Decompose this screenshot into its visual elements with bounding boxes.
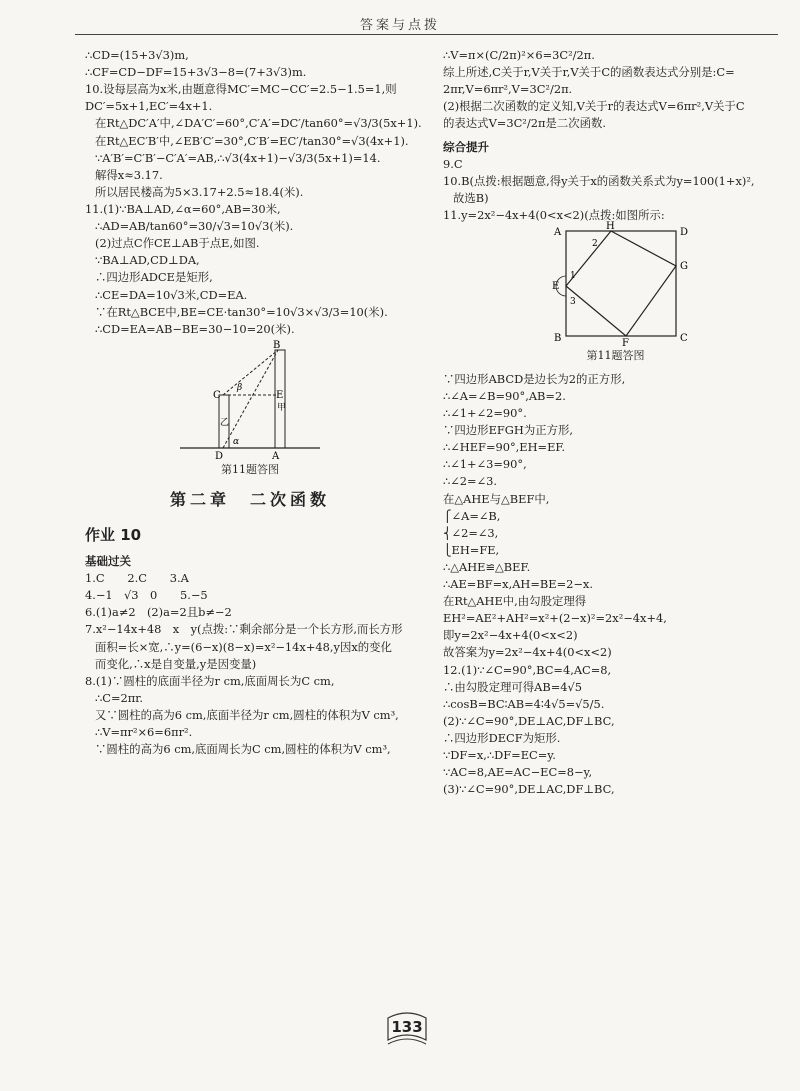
text-line: ∵在Rt△BCE中,BE=CE·tan30°=10√3×√3/3=10(米). — [95, 304, 388, 319]
label-A: A — [553, 227, 561, 239]
building-figure — [175, 340, 325, 460]
angle-3: 3 — [569, 297, 576, 308]
text-line: 故答案为y=2x²−4x+4(0<x<2) — [443, 645, 612, 660]
text-line: ∴∠A=∠B=90°,AB=2. — [443, 388, 566, 403]
angle-2: 2 — [591, 239, 598, 250]
text-line: ∴四边形ADCE是矩形, — [95, 270, 213, 285]
text-line: 10.B(点拨:根据题意,得y关于x的函数关系式为y=100(1+x)², — [443, 173, 755, 188]
text-line: 又∵圆柱的高为6 cm,底面半径为r cm,圆柱的体积为V cm³, — [95, 707, 399, 722]
text-line: 在Rt△AHE中,由勾股定理得 — [443, 594, 587, 609]
text-line: ∴V=πr²×6=6πr². — [95, 725, 193, 740]
text-line: ∴∠1+∠3=90°, — [443, 457, 527, 472]
text-line: 1.C 2.C 3.A — [85, 571, 189, 586]
text-line: 所以居民楼高为5×3.17+2.5≈18.4(米). — [95, 184, 304, 199]
label-E: E — [276, 389, 284, 401]
text-line: ∴∠2=∠3. — [443, 474, 497, 489]
text-line: (3)∵∠C=90°,DE⊥AC,DF⊥BC, — [443, 782, 615, 797]
text-line: ∴CF=CD−DF=15+3√3−8=(7+3√3)m. — [85, 65, 307, 80]
page-header: 答案与点拨 — [359, 18, 440, 33]
text-line: 在△AHE与△BEF中, — [443, 491, 550, 506]
text-line: 在Rt△EC′B′中,∠EB′C′=30°,C′B′=EC′/tan30°=√3(4x+1). — [95, 133, 409, 148]
label-H: H — [605, 221, 615, 233]
text-line: ∴C=2πr. — [95, 690, 144, 705]
text-line: ∵DF=x,∴DF=EC=y. — [443, 748, 556, 763]
text-line: 4.−1 √3 0 5.−5 — [85, 588, 208, 603]
label-alpha: α — [233, 436, 240, 447]
text-line: ∴CD=EA=AB−BE=30−10=20(米). — [95, 321, 295, 336]
text-line: 6.(1)a≠2 (2)a=2且b≠−2 — [85, 605, 232, 620]
page-number: 133 — [391, 1018, 423, 1036]
homework-title: 作业 10 — [85, 526, 142, 545]
text-line: 9.C — [443, 156, 463, 171]
label-B: B — [553, 333, 561, 345]
text-line: ∴CD=(15+3√3)m, — [85, 48, 189, 62]
text-line: (2)∵∠C=90°,DE⊥AC,DF⊥BC, — [443, 713, 615, 728]
header-rule — [75, 34, 778, 35]
text-line: 10.设每层高为x米,由题意得MC′=MC−CC′=2.5−1.5=1,则 — [85, 82, 397, 97]
text-line: ∵圆柱的高为6 cm,底面周长为C cm,圆柱的体积为V cm³, — [95, 742, 391, 757]
text-line: 在Rt△DC′A′中,∠DA′C′=60°,C′A′=DC′/tan60°=√3/3(5x+1). — [95, 116, 422, 131]
label-E: E — [551, 281, 559, 293]
label-A: A — [272, 450, 280, 462]
figure-caption: 第11题答图 — [221, 462, 279, 476]
label-yi: 乙 — [220, 417, 230, 428]
text-line: ∵四边形ABCD是边长为2的正方形, — [443, 371, 626, 386]
text-line: ⎧∠A=∠B, — [443, 508, 501, 523]
text-line: ∴△AHE≌△BEF. — [443, 559, 531, 574]
text-line: 7.x²−14x+48 x y(点拨:∵剩余部分是一个长方形,而长方形 — [85, 622, 403, 637]
text-line: ⎩EH=FE, — [443, 542, 500, 557]
text-line: DC′=5x+1,EC′=4x+1. — [85, 99, 213, 114]
label-C: C — [679, 333, 688, 345]
text-line: 故选B) — [453, 191, 489, 206]
square-figure — [546, 221, 688, 350]
label-D: D — [215, 450, 224, 462]
label-B: B — [273, 339, 281, 351]
text-line: 面积=长×宽,∴y=(6−x)(8−x)=x²−14x+48,y因x的变化 — [95, 639, 392, 654]
text-line: ∴CE=DA=10√3米,CD=EA. — [95, 287, 248, 302]
text-line: ∵AC=8,AE=AC−EC=8−y, — [443, 765, 593, 780]
text-line: 11.y=2x²−4x+4(0<x<2)(点拨:如图所示: — [443, 208, 665, 223]
figure-caption: 第11题答图 — [586, 349, 645, 363]
chapter-title: 第二章 二次函数 — [169, 490, 330, 510]
text-line: ∵A′B′=C′B′−C′A′=AB,∴√3(4x+1)−√3/3(5x+1)=14. — [95, 150, 381, 165]
text-line: 11.(1)∵BA⊥AD,∠α=60°,AB=30米, — [85, 201, 281, 216]
label-jia: 甲 — [277, 402, 287, 413]
text-line: ∴cosB=BC∶AB=4∶4√5=√5/5. — [443, 696, 605, 711]
label-C: C — [213, 389, 221, 401]
text-line: 12.(1)∵∠C=90°,BC=4,AC=8, — [443, 662, 612, 677]
text-line: ∴由勾股定理可得AB=4√5 — [443, 679, 583, 694]
text-line: ∴∠HEF=90°,EH=EF. — [443, 440, 566, 455]
text-line: EH²=AE²+AH²=x²+(2−x)²=2x²−4x+4, — [443, 611, 667, 626]
text-line: ∴AE=BF=x,AH=BE=2−x. — [443, 577, 593, 592]
section-basic: 基础过关 — [85, 553, 131, 568]
text-line: ∴∠1+∠2=90°. — [443, 405, 527, 420]
text-line: ∴四边形DECF为矩形. — [443, 731, 561, 746]
label-G: G — [679, 261, 688, 273]
text-line: 的表达式V=3C²/2π是二次函数. — [443, 116, 607, 131]
text-line: ∵四边形EFGH为正方形, — [443, 423, 573, 438]
right-column — [443, 47, 788, 798]
text-line: ⎨∠2=∠3, — [443, 525, 499, 540]
text-line: 2πr,V=6πr²,V=3C²/2π. — [443, 82, 573, 97]
label-D: D — [679, 227, 688, 239]
label-F: F — [621, 338, 629, 350]
text-line: ∴AD=AB/tan60°=30/√3=10√3(米). — [95, 219, 294, 234]
text-line: 综上所述,C关于r,V关于r,V关于C的函数表达式分别是:C= — [443, 65, 735, 80]
text-line: (2)根据二次函数的定义知,V关于r的表达式V=6πr²,V关于C — [443, 99, 745, 114]
text-line: 而变化,∴x是自变量,y是因变量) — [95, 656, 257, 671]
left-column — [85, 47, 422, 758]
text-line: (2)过点C作CE⊥AB于点E,如图. — [95, 236, 260, 251]
section-advanced: 综合提升 — [443, 139, 489, 154]
angle-1: 1 — [569, 271, 576, 282]
text-line: 即y=2x²−4x+4(0<x<2) — [443, 628, 578, 643]
text-line: 8.(1)∵圆柱的底面半径为r cm,底面周长为C cm, — [85, 673, 335, 688]
text-line: ∴V=π×(C/2π)²×6=3C²/2π. — [443, 48, 595, 62]
text-line: 解得x≈3.17. — [95, 167, 163, 182]
label-beta: β — [237, 382, 243, 393]
text-line: ∵BA⊥AD,CD⊥DA, — [95, 253, 200, 268]
